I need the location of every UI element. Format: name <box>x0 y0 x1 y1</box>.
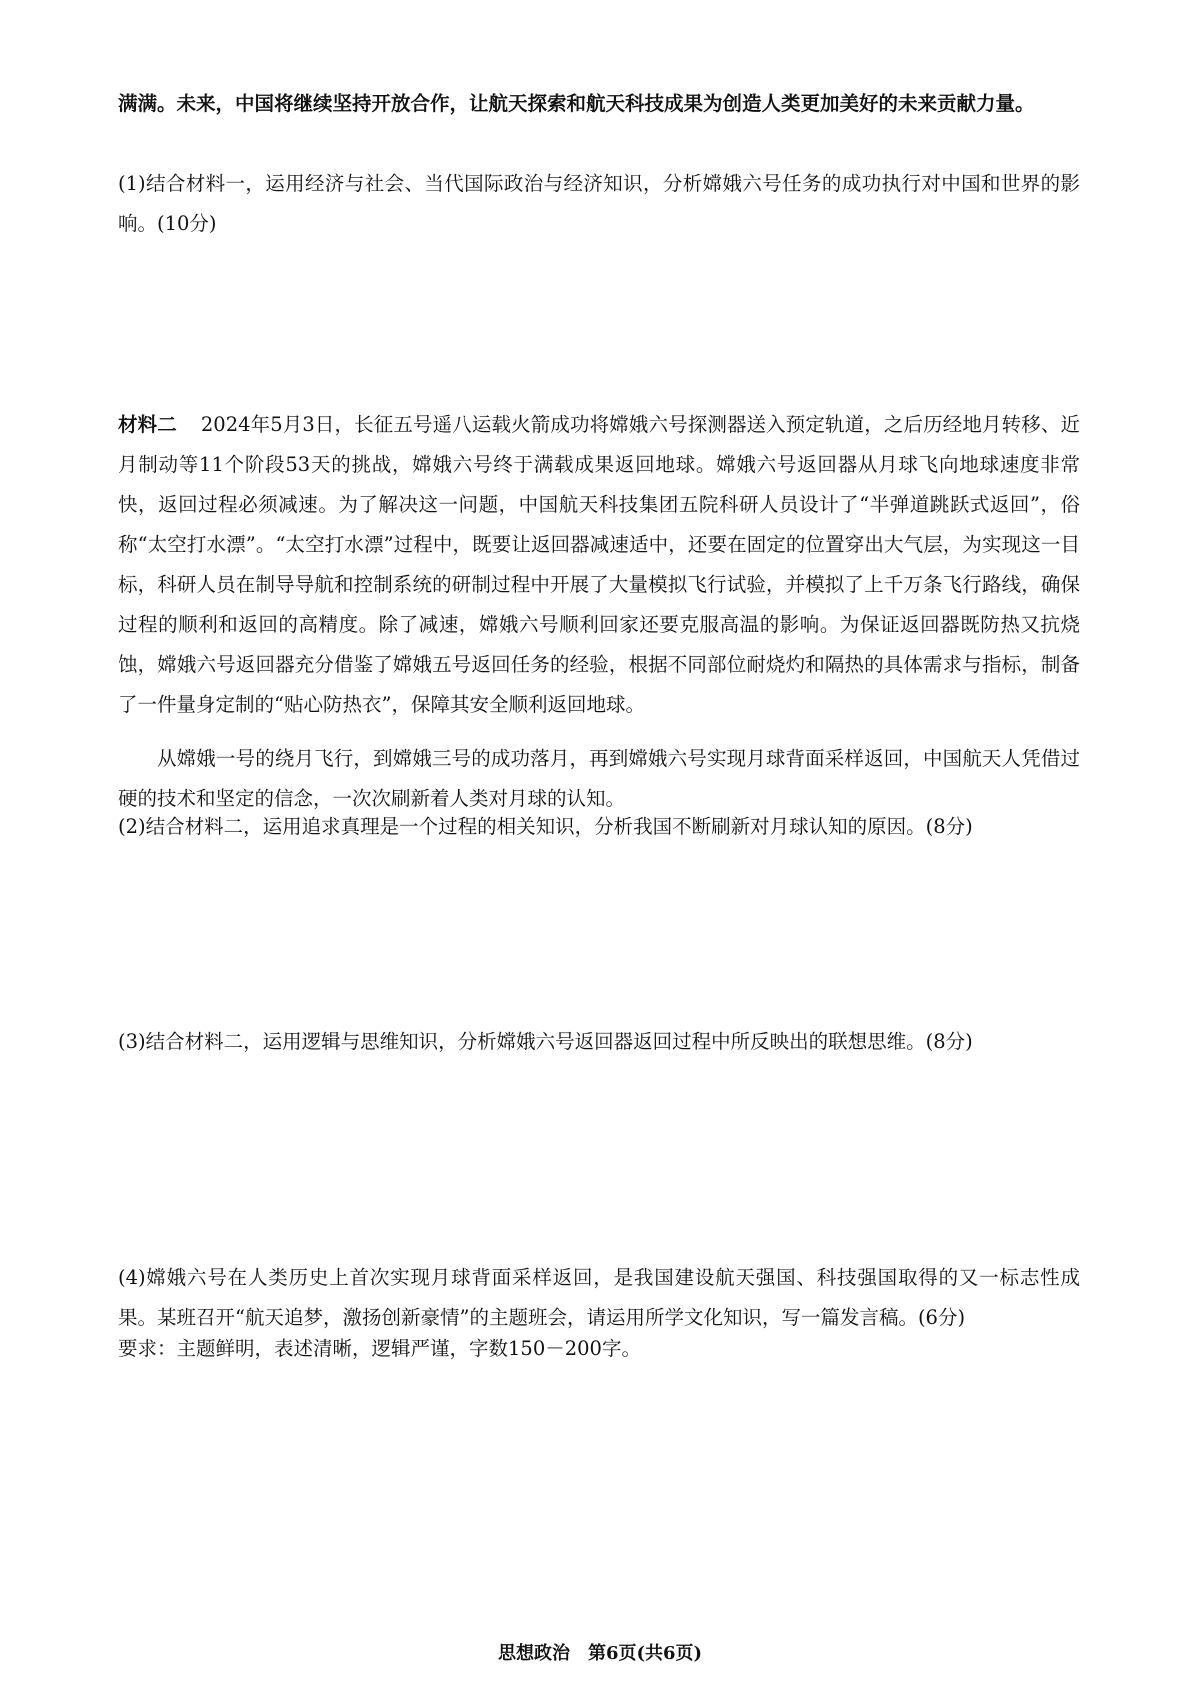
question-1: (1)结合材料一，运用经济与社会、当代国际政治与经济知识，分析嫦娥六号任务的成功执行对中国和世界的影响。(10分) <box>118 172 1080 235</box>
material1-closing-text: 满满。未来，中国将继续坚持开放合作，让航天探索和航天科技成果为创造人类更加美好的未来贡献力量。 <box>118 92 1035 115</box>
question-2: (2)结合材料二，运用追求真理是一个过程的相关知识，分析我国不断刷新对月球认知的原因。(8分) <box>118 815 973 838</box>
material2-paragraph-2: 从嫦娥一号的绕月飞行，到嫦娥三号的成功落月，再到嫦娥六号实现月球背面采样返回，中国航天人凭借过硬的技术和坚定的信念，一次次刷新着人类对月球的认知。 <box>118 747 1080 810</box>
question-4: (4)嫦娥六号在人类历史上首次实现月球背面采样返回，是我国建设航天强国、科技强国取得的又一标志性成果。某班召开“航天追梦，激扬创新豪情”的主题班会，请运用所学文化知识，写一篇发言稿。(6分) <box>118 1266 1080 1329</box>
page-footer: 思想政治 第6页(共6页) <box>497 1643 703 1664</box>
material2-label: 材料二 <box>118 413 177 436</box>
material2-block <box>118 405 1080 725</box>
material2-paragraph-1: 2024年5月3日，长征五号遥八运载火箭成功将嫦娥六号探测器送入预定轨道，之后历经地月转移、近月制动等11个阶段53天的挑战，嫦娥六号终于满载成果返回地球。嫦娥六号返回器从月球飞向地球速度非常快，返回过程必须减速。为了解决这一问题，中国航天科技集团五院科研人员设计了“半弹道跳跃式返回”，俗称“太空打水漂”。“太空打水漂”过程中，既要让返回器减速适中，还要在固定的位置穿出大气层，为实现这一目标，科研人员在制导导航和控制系统的研制过程中开展了大量模拟飞行试验，并模拟了上千万条飞行路线，确保过程的顺利和返回的高精度。除了减速，嫦娥六号顺利回家还要克服高温的影响。为保证返回器既防热又抗烧蚀，嫦娥六号返回器充分借鉴了嫦娥五号返回任务的经验，根据不同部位耐烧灼和隔热的具体需求与指标，制备了一件量身定制的“贴心防热衣”，保障其安全顺利返回地球。 <box>118 413 1080 716</box>
question-3: (3)结合材料二，运用逻辑与思维知识，分析嫦娥六号返回器返回过程中所反映出的联想思维。(8分) <box>118 1030 973 1053</box>
question-4-requirements: 要求：主题鲜明，表述清晰，逻辑严谨，字数150－200字。 <box>118 1337 641 1360</box>
